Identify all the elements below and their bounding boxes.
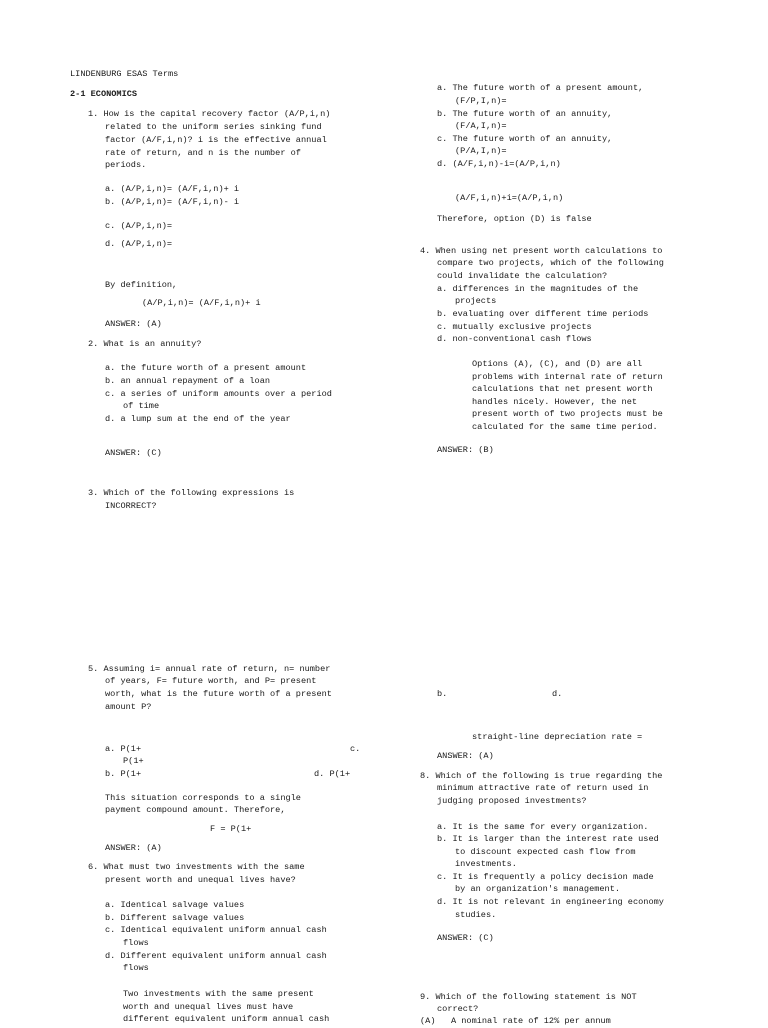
question-4-option-a: a. differences in the magnitudes of the [437,284,639,294]
question-8-option-a: a. It is the same for every organization. [437,822,649,832]
question-1-stem-line: factor (A/F,i,n)? i is the effective annual [105,135,327,145]
question-1-stem-line: rate of return, and n is the number of [105,148,301,158]
question-1-option-c: c. (A/P,i,n)= [105,221,173,231]
question-9-stem-line: correct? [437,1004,479,1014]
question-1-stem-line: 1. How is the capital recovery factor (A/P,i,n) [88,109,331,119]
question-2-option-a: a. the future worth of a present amount [105,363,307,373]
question-6-option-d: d. Different equivalent uniform annual cash [105,951,327,961]
question-8-option-b-cont: investments. [455,859,517,869]
question-5-formula: F = P(1+ [210,824,252,834]
question-6-option-b: b. Different salvage values [105,913,245,923]
question-2-option-c: c. a series of uniform amounts over a period [105,389,332,399]
question-5-stem-line: of years, F= future worth, and P= present [105,676,317,686]
question-5-option-a: a. P(1+ [105,744,142,754]
question-8-stem-line: judging proposed investments? [437,796,587,806]
question-4-explanation: Options (A), (C), and (D) are all [472,359,643,369]
question-8-stem-line: 8. Which of the following is true regarding the [420,771,663,781]
question-1-stem-line: periods. [105,160,147,170]
question-8-stem-line: minimum attractive rate of return used in [437,783,649,793]
question-5-stem-line: amount P? [105,702,152,712]
question-8-option-b: b. It is larger than the interest rate used [437,834,659,844]
question-4-stem-line: compare two projects, which of the following [437,258,664,268]
question-4-stem-line: could invalidate the calculation? [437,271,608,281]
question-4-explanation: problems with internal rate of return [472,372,663,382]
question-2-option-b: b. an annual repayment of a loan [105,376,271,386]
question-3-option-a-expr: (F/P,I,n)= [455,96,507,106]
question-1-option-a: a. (A/P,i,n)= (A/F,i,n)+ i [105,184,240,194]
question-4-explanation: calculated for the same time period. [472,422,658,432]
question-2-stem: 2. What is an annuity? [88,339,202,349]
question-5-explanation: This situation corresponds to a single [105,793,301,803]
question-4-explanation: present worth of two projects must be [472,409,663,419]
question-1-formula: (A/P,i,n)= (A/F,i,n)+ i [142,298,261,308]
question-1-answer: ANSWER: (A) [105,319,162,329]
question-3-option-c: c. The future worth of an annuity, [437,134,613,144]
question-5-option-d: d. P(1+ [314,769,351,779]
question-3-option-c-expr: (P/A,I,n)= [455,146,507,156]
question-3-stem-line: 3. Which of the following expressions is [88,488,295,498]
question-2-option-d: d. a lump sum at the end of the year [105,414,291,424]
question-9-option-a: (A) A nominal rate of 12% per annum [420,1016,611,1026]
question-5-option-c-expr: P(1+ [123,756,144,766]
question-4-option-d: d. non-conventional cash flows [437,334,592,344]
question-6-explanation: Two investments with the same present [123,989,314,999]
question-3-option-b: b. The future worth of an annuity, [437,109,613,119]
question-1-option-b: b. (A/P,i,n)= (A/F,i,n)- i [105,197,240,207]
question-8-option-c-cont: by an organization's management. [455,884,621,894]
question-8-option-d: d. It is not relevant in engineering economy [437,897,664,907]
question-4-option-a-cont: projects [455,296,497,306]
question-6-explanation: worth and unequal lives must have [123,1002,294,1012]
question-1-stem-line: related to the uniform series sinking fund [105,122,322,132]
question-5-stem-line: 5. Assuming i= annual rate of return, n= number [88,664,331,674]
question-3-option-b-expr: (F/A,I,n)= [455,121,507,131]
question-5-option-b: b. P(1+ [105,769,142,779]
question-4-explanation: handles nicely. However, the net [472,397,638,407]
question-6-option-c-cont: flows [123,938,149,948]
question-5-stem-line: worth, what is the future worth of a present [105,689,332,699]
question-4-answer: ANSWER: (B) [437,445,494,455]
question-5-explanation: payment compound amount. Therefore, [105,805,286,815]
question-2-answer: ANSWER: (C) [105,448,162,458]
document-title: LINDENBURG ESAS Terms [70,69,179,79]
question-3-stem-line: INCORRECT? [105,501,157,511]
question-4-option-b: b. evaluating over different time periods [437,309,649,319]
question-9-stem-line: 9. Which of the following statement is NOT [420,992,637,1002]
question-3-option-a: a. The future worth of a present amount, [437,83,644,93]
question-7-option-d: d. [552,689,563,699]
question-6-option-d-cont: flows [123,963,149,973]
question-6-option-a: a. Identical salvage values [105,900,245,910]
question-6-option-c: c. Identical equivalent uniform annual cash [105,925,327,935]
question-4-option-c: c. mutually exclusive projects [437,322,592,332]
question-6-stem-line: present worth and unequal lives have? [105,875,296,885]
question-7-explanation: straight-line depreciation rate = [472,732,643,742]
question-1-option-d: d. (A/P,i,n)= [105,239,173,249]
question-7-answer: ANSWER: (A) [437,751,494,761]
question-8-answer: ANSWER: (C) [437,933,494,943]
question-4-explanation: calculations that net present worth [472,384,653,394]
section-heading: 2-1 ECONOMICS [70,89,138,99]
question-3-conclusion: Therefore, option (D) is false [437,214,592,224]
question-8-option-c: c. It is frequently a policy decision made [437,872,654,882]
question-8-option-d-cont: studies. [455,910,497,920]
question-3-explanation: (A/F,i,n)+i=(A/P,i,n) [455,193,564,203]
question-3-option-d: d. (A/F,i,n)-i=(A/P,i,n) [437,159,561,169]
question-8-option-b-cont: to discount expected cash flow from [455,847,636,857]
question-5-option-c: c. [350,744,361,754]
question-5-answer: ANSWER: (A) [105,843,162,853]
question-7-option-b: b. [437,689,448,699]
question-6-explanation: different equivalent uniform annual cash [123,1014,330,1024]
question-4-stem-line: 4. When using net present worth calculations to [420,246,663,256]
question-2-option-c-cont: of time [123,401,160,411]
question-6-stem-line: 6. What must two investments with the same [88,862,305,872]
question-1-explanation: By definition, [105,280,178,290]
